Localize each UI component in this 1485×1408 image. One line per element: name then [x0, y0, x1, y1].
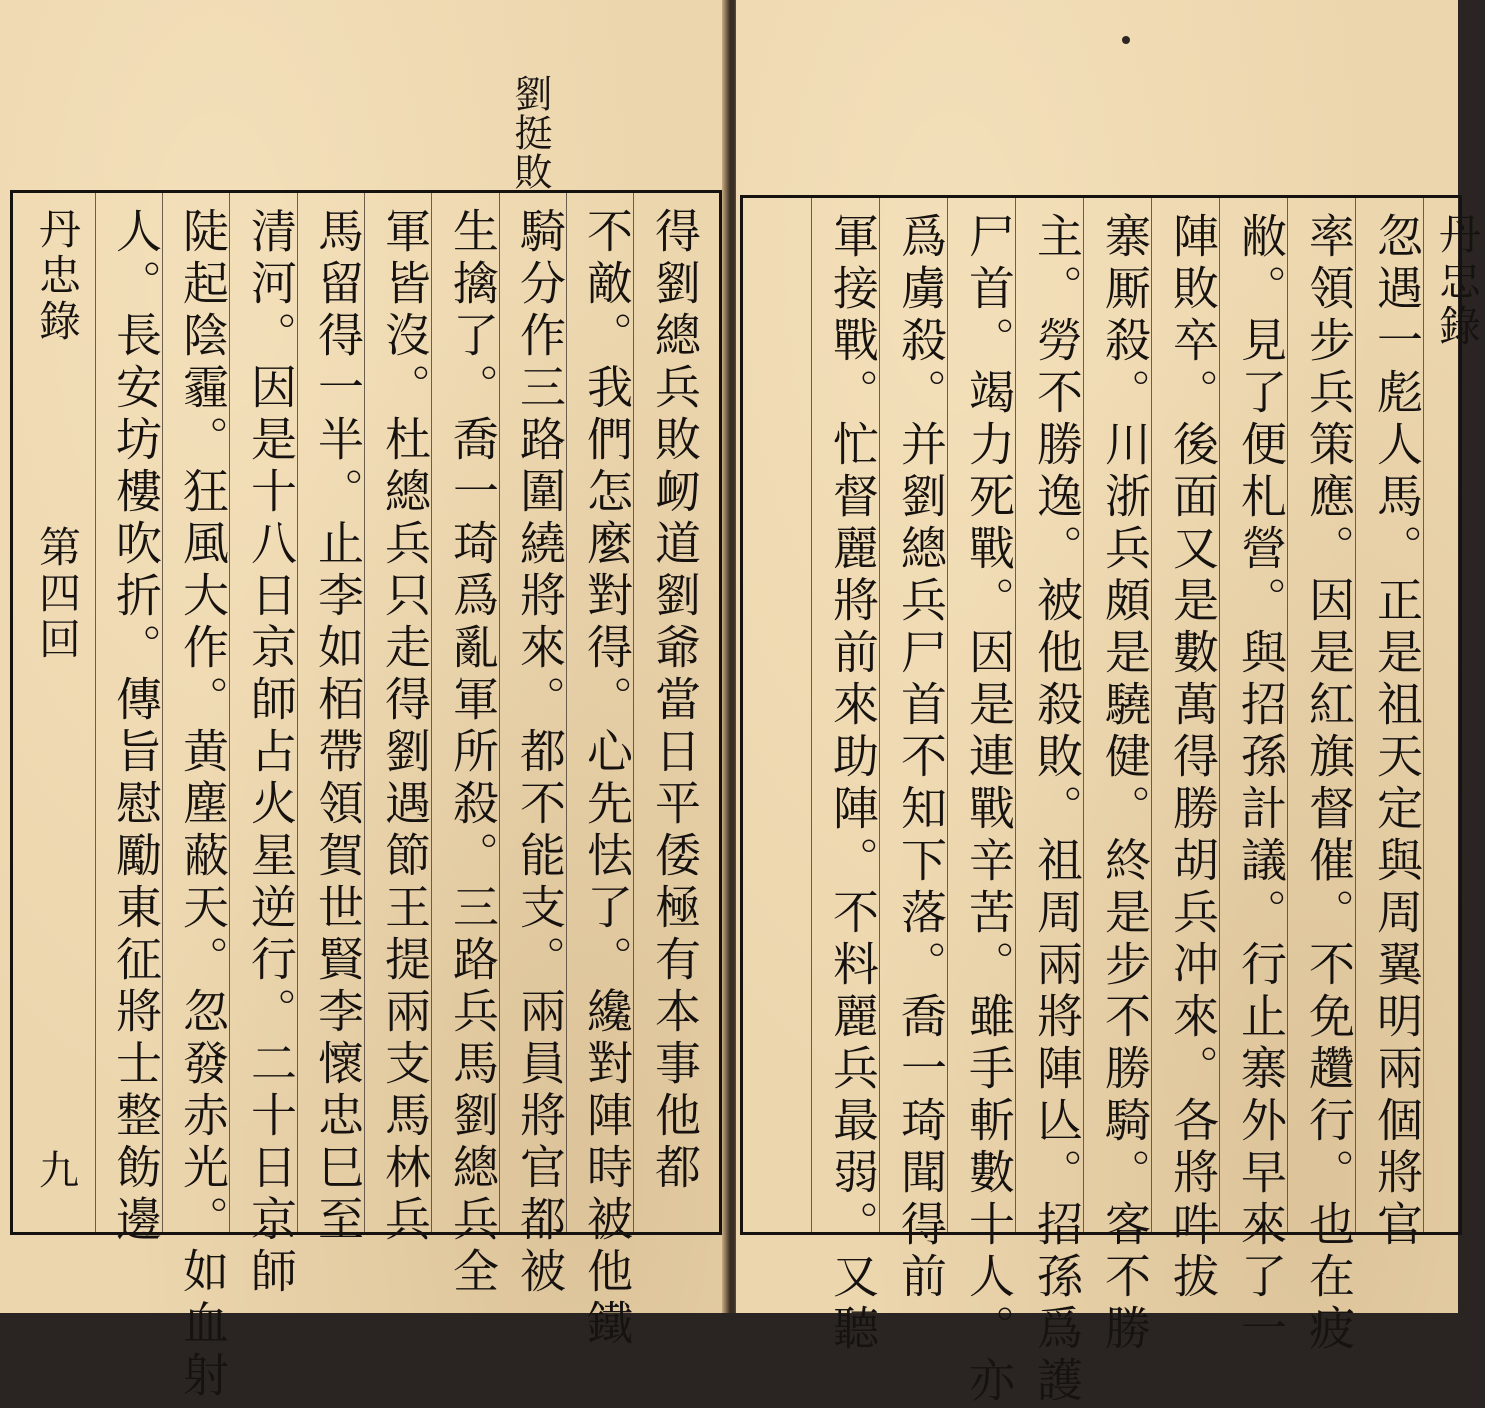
chapter-heading: 劉挺敗 — [508, 74, 552, 191]
text-column: 率領步兵策應。因是紅旗督催。不免趲行。也在疲 — [1302, 212, 1356, 1356]
text-column: 敝。見了便札營。與招孫計議。行止寨外早來了一 — [1234, 212, 1288, 1356]
folio-number: 九 — [39, 1148, 79, 1194]
text-column: 忽遇一彪人馬。正是祖天定與周翼明兩個將官 — [1370, 212, 1424, 1252]
left-page — [0, 0, 728, 1403]
text-column: 陡起陰霾。狂風大作。黄塵蔽天。忽發赤光。如血射 — [176, 207, 230, 1403]
right-page — [736, 0, 1482, 1408]
column-rule — [95, 193, 96, 1232]
text-column: 不敵。我們怎麼對得。心先怯了。纔對陣時被他鐵 — [580, 207, 634, 1351]
text-column: 爲虜殺。并劉總兵尸首不知下落。喬一琦聞得前 — [894, 212, 948, 1304]
page-header-column — [29, 207, 85, 663]
text-column: 得劉總兵敗衂道劉爺當日平倭極有本事他都 — [648, 207, 702, 1195]
text-column: 尸首。竭力死戰。因是連戰辛苦。雖手斬數十人。亦 — [962, 212, 1016, 1408]
right-text-frame — [740, 195, 1482, 1408]
text-column: 騎分作三路圍繞將來。都不能支。兩員將官都被 — [513, 207, 567, 1299]
chapter-number: 第四回 — [33, 525, 82, 663]
left-text-frame — [10, 190, 722, 1403]
column-rule — [811, 198, 812, 1232]
book-title: 丹忠錄 — [1433, 212, 1482, 350]
text-column: 軍接戰。忙督麗將前來助陣。不料麗兵最弱。又聽 — [826, 212, 880, 1356]
text-column: 人。長安坊樓吹折。傳旨慰勵東征將士整飭邊 — [109, 207, 163, 1247]
book-title: 丹忠錄 — [33, 207, 82, 345]
page-header-column — [1429, 212, 1485, 350]
text-column: 馬留得一半。止李如栢帶領賀世賢李懷忠巳至 — [311, 207, 365, 1247]
text-column: 生擒了。喬一琦爲亂軍所殺。三路兵馬劉總兵全 — [446, 207, 500, 1299]
text-column: 軍皆沒。杜總兵只走得劉遇節王提兩支馬林兵 — [378, 207, 432, 1247]
text-column: 陣敗卒。後面又是數萬得勝胡兵冲來。各將吽拔 — [1166, 212, 1220, 1304]
text-column: 主。勞不勝逸。被他殺敗。祖周兩將陣亾。招孫爲護 — [1030, 212, 1084, 1408]
text-column: 清河。因是十八日京師占火星逆行。二十日京師 — [244, 207, 298, 1299]
ink-speck — [1122, 36, 1130, 44]
text-column: 寨厮殺。川浙兵頗是驍健。終是步不勝騎。客不勝 — [1098, 212, 1152, 1356]
